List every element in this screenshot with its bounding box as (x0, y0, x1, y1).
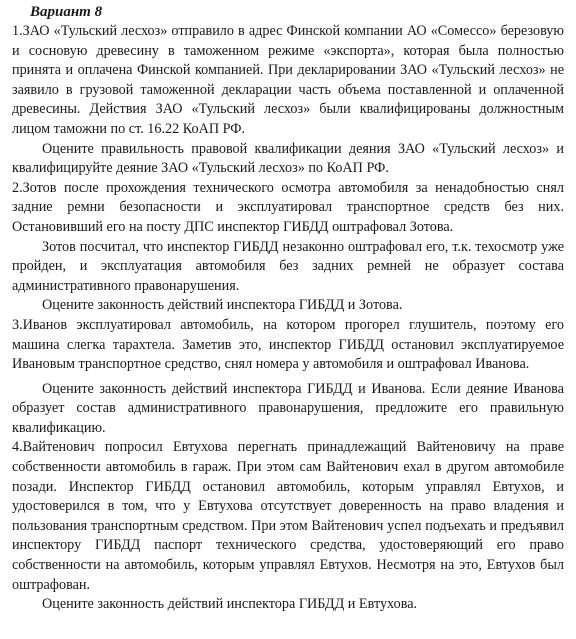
task-3-question: Оцените законность действий инспектора ГИБДД и Иванова. Если деяние Иванова образует состав административного правонарушения, предложите его правильную квалификацию. (12, 380, 564, 436)
task-2-statement-continued: Зотов посчитал, что инспектор ГИБДД незаконно оштрафовал его, т.к. техосмотр уже пройден, и эксплуатация автомобиля без задних ремней не образует состава административного правонарушения. (12, 238, 564, 294)
task-2-statement: 2.Зотов после прохождения технического осмотра автомобиля за ненадобностью снял задние ремни безопасности и эксплуатировал транспортное средств без них. Остановивший его на посту ДПС инспектор ГИБДД оштрафовал Зотова. (12, 179, 564, 235)
task-2-question: Оцените законность действий инспектора ГИБДД и Зотова. (42, 297, 403, 314)
task-1-question: Оцените правильность правовой квалификации деяния ЗАО «Тульский лесхоз» и квалифицируйте деяние ЗАО «Тульский лесхоз» по КоАП РФ. (12, 140, 564, 177)
task-4-statement: 4.Вайтенович попросил Евтухова перегнать принадлежащий Вайтеновичу на праве собственности автомобиль в гараж. При этом сам Вайтенович ехал в другом автомобиле позади. Инспектор ГИБДД остановил автомобиль, которым управлял Евтухов, и удостоверился в том, что у Евтухова отсутствует доверенность на право владения и пользования транспортным средством. При этом Вайтенович успел подъехать и предъявил инспектору ГИБДД паспорт технического средства, удостоверяющий его право собственности на автомобиль, которым управлял Евтухов. Несмотря на это, Евтухов был оштрафован. (12, 439, 564, 593)
task-4-question: Оцените законность действий инспектора ГИБДД и Евтухова. (42, 596, 418, 613)
document-page (12, 0, 564, 615)
task-3-statement: 3.Иванов эксплуатировал автомобиль, на котором прогорел глушитель, поэтому его машина слегка тарахтела. Заметив это, инспектор ГИБДД остановил эксплуатируемое Ивановым транспортное средство, снял номера у автомобиля и оштрафовал Иванова. (12, 316, 564, 373)
task-1-statement: 1.ЗАО «Тульский лесхоз» отправило в адрес Финской компании АО «Сомессо» березовую и сосновую древесину в таможенном режиме «экспорта», которая была полностью принята и оплачена Финской компанией. При декларировании ЗАО «Тульский лесхоз» не заявило в грузовой таможенной декларации часть объема поставленной и оплаченной древесины. Действия ЗАО «Тульский лесхоз» были квалифицированы должностным лицом таможни по ст. 16.22 КоАП РФ. (12, 23, 564, 137)
variant-title: Вариант 8 (30, 4, 103, 20)
